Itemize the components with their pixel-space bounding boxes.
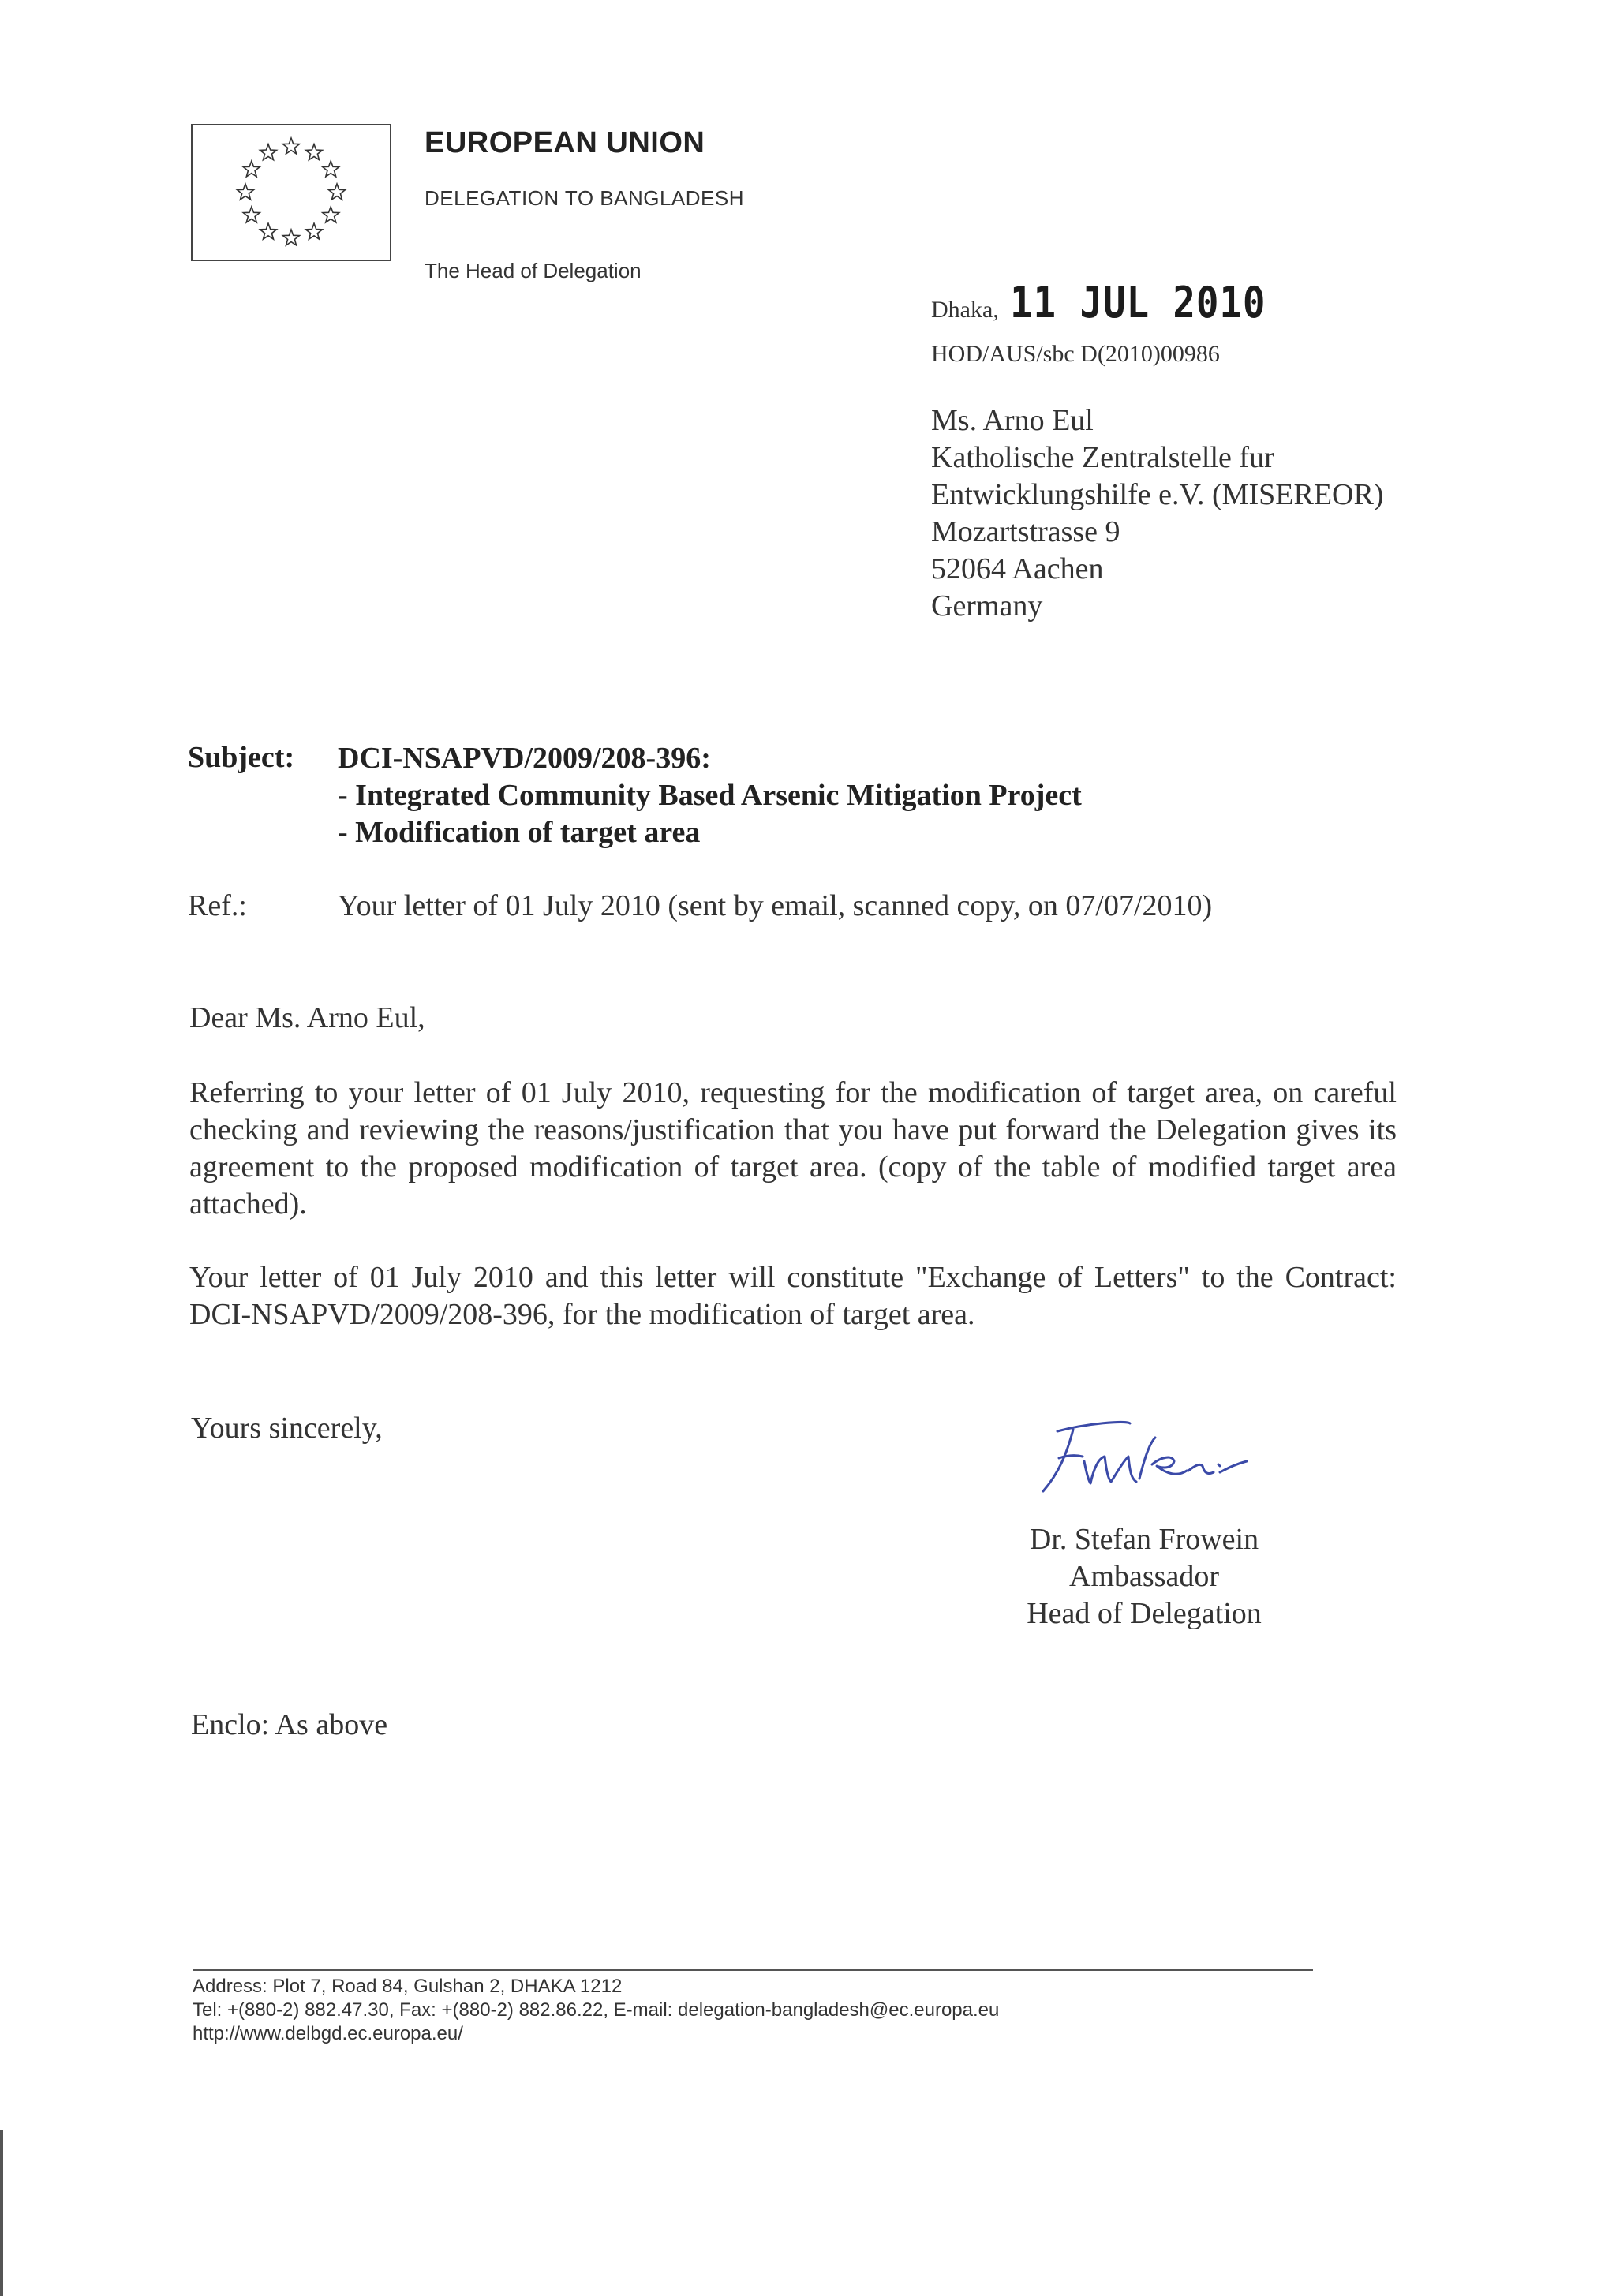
subject-line: DCI-NSAPVD/2009/208-396: [338, 742, 711, 775]
footer-contact: Tel: +(880-2) 882.47.30, Fax: +(880-2) 882.86.22, E-mail: delegation-bangladesh@ec.europa.eu [193, 1999, 1000, 2021]
handwritten-signature [1012, 1406, 1272, 1501]
reference-text: Your letter of 01 July 2010 (sent by email, scanned copy, on 07/07/2010) [338, 889, 1213, 922]
footer-address: Address: Plot 7, Road 84, Gulshan 2, DHAKA 1212 [193, 1976, 623, 1997]
eu-star-icon [323, 161, 339, 177]
address-line: Katholische Zentralstelle fur [931, 441, 1274, 474]
delegation-name: DELEGATION TO BANGLADESH [425, 186, 744, 210]
subject-line: - Integrated Community Based Arsenic Mitigation Project [338, 779, 1082, 812]
signatory-block [986, 1521, 1302, 1632]
dateline [931, 278, 1300, 327]
footer [193, 1975, 999, 2046]
scan-edge-shadow [0, 2130, 3, 2296]
eu-star-icon [323, 207, 339, 222]
eu-star-icon [238, 184, 254, 200]
salutation: Dear Ms. Arno Eul, [189, 1001, 425, 1034]
eu-star-icon [243, 161, 260, 177]
organization-name: EUROPEAN UNION [425, 126, 705, 159]
body-paragraph: Your letter of 01 July 2010 and this letter will constitute "Exchange of Letters" to the Contract: DCI-NSAPVD/2009/208-396, for the modification of target area. [189, 1261, 1397, 1331]
signature-icon [1012, 1406, 1272, 1501]
eu-star-icon [306, 223, 323, 239]
recipient-address [931, 402, 1383, 625]
eu-star-icon [260, 223, 277, 239]
address-line: Mozartstrasse 9 [931, 515, 1120, 548]
subject-line: - Modification of target area [338, 816, 701, 849]
closing: Yours sincerely, [191, 1412, 383, 1445]
signatory-role: Head of Delegation [1027, 1597, 1262, 1630]
footer-divider [193, 1969, 1313, 1971]
address-line: 52064 Aachen [931, 552, 1104, 585]
signatory-title: Ambassador [1069, 1560, 1219, 1593]
eu-star-icon [243, 207, 260, 222]
eu-stars-circle-icon [193, 125, 390, 260]
eu-star-icon [283, 230, 300, 245]
address-line: Germany [931, 589, 1043, 623]
reference-code: HOD/AUS/sbc D(2010)00986 [931, 341, 1220, 367]
subject-label: Subject: [188, 741, 295, 774]
enclosure-note: Enclo: As above [191, 1708, 388, 1741]
footer-website: http://www.delbgd.ec.europa.eu/ [193, 2023, 463, 2044]
address-line: Entwicklungshilfe e.V. (MISEREOR) [931, 478, 1384, 511]
subject-text [338, 740, 1082, 851]
eu-flag-logo [191, 124, 391, 261]
eu-star-icon [260, 144, 277, 160]
office-title: The Head of Delegation [425, 259, 642, 282]
eu-star-icon [283, 138, 300, 154]
body-paragraph: Referring to your letter of 01 July 2010, requesting for the modification of target area, on careful checking and reviewing the reasons/justification that you have put forward the Delegation gives its agreement to the proposed modification of target area. (copy of the table of modified target area attached). [189, 1076, 1397, 1221]
eu-star-icon [329, 184, 346, 200]
date-city: Dhaka, [931, 297, 999, 323]
address-line: Ms. Arno Eul [931, 404, 1094, 437]
date-stamp: 11 JUL 2010 [1009, 278, 1266, 327]
signatory-name: Dr. Stefan Frowein [1029, 1523, 1259, 1556]
reference-label: Ref.: [188, 889, 247, 922]
eu-star-icon [306, 144, 323, 160]
